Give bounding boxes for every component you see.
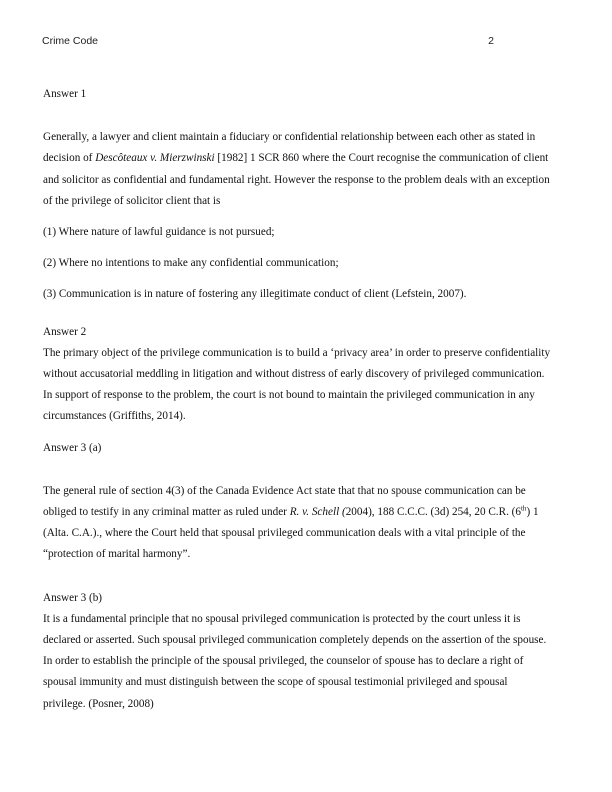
answer-3a-text-a: The general rule of section 4(3) of the Canada Evidence Act state that that no spouse communication can be obliged to testify in any criminal matter as ruled under [43,484,526,519]
case-citation: Descôteaux v. Mierzwinski [95,152,215,165]
list-item: (2) Where no intentions to make any confidential communication; [43,257,339,270]
document-body [43,84,551,715]
header-title: Crime Code [42,35,99,47]
list-item: (3) Communication is in nature of fostering any illegitimate conduct of client (Lefstein, 2007). [43,288,467,301]
answer-3b-paragraph: It is a fundamental principle that no spousal privileged communication is protected by the court unless it is declared or asserted. Such spousal privileged communication completely depends on the assertion of the spouse. In order to establish the principle of the spousal privileged, the counselor of spouse has to declare a right of spousal immunity and must distinguish between the scope of spousal testimonial privileged and spousal privilege. (Posner, 2008) [43,612,547,710]
list-item: (1) Where nature of lawful guidance is not pursued; [43,226,275,239]
case-citation: R. v. Schell ( [289,506,346,519]
answer-2-heading: Answer 2 [43,325,87,338]
page-header [42,35,494,51]
answer-3a-text-c: ) 1 (Alta. C.A.)., where the Court held that spousal privileged communication deals with a vital principle of the “protection of marital harmony”. [43,506,539,561]
superscript: th [520,504,527,513]
answer-3a-text-b: 2004), 188 C.C.C. (3d) 254, 20 C.R. (6 [345,506,521,519]
answer-1-text-a: Generally, a lawyer and client maintain a fiduciary or confidential relationship between each other as stated in decision of [43,131,536,165]
answer-3a-heading: Answer 3 (a) [43,441,102,454]
answer-1-paragraph [43,127,551,212]
answer-1-text-b: [1982] 1 SCR 860 where the Court recognise the communication of client and solicitor as confidential and fundamental right. However the response to the problem deals with an exception of the privilege of solicitor client that is [43,152,550,207]
answer-2-paragraph: The primary object of the privilege communication is to build a ‘privacy area’ in order to preserve confidentiality without accusatorial meddling in litigation and without distress of early discovery of privileged communication. In support of response to the problem, the court is not bound to maintain the privileged communication in any circumstances (Griffiths, 2014). [43,346,551,423]
answer-3a-paragraph [43,481,551,566]
answer-1-heading: Answer 1 [43,88,87,100]
answer-3b-heading: Answer 3 (b) [43,591,103,604]
page-number: 2 [488,35,494,47]
